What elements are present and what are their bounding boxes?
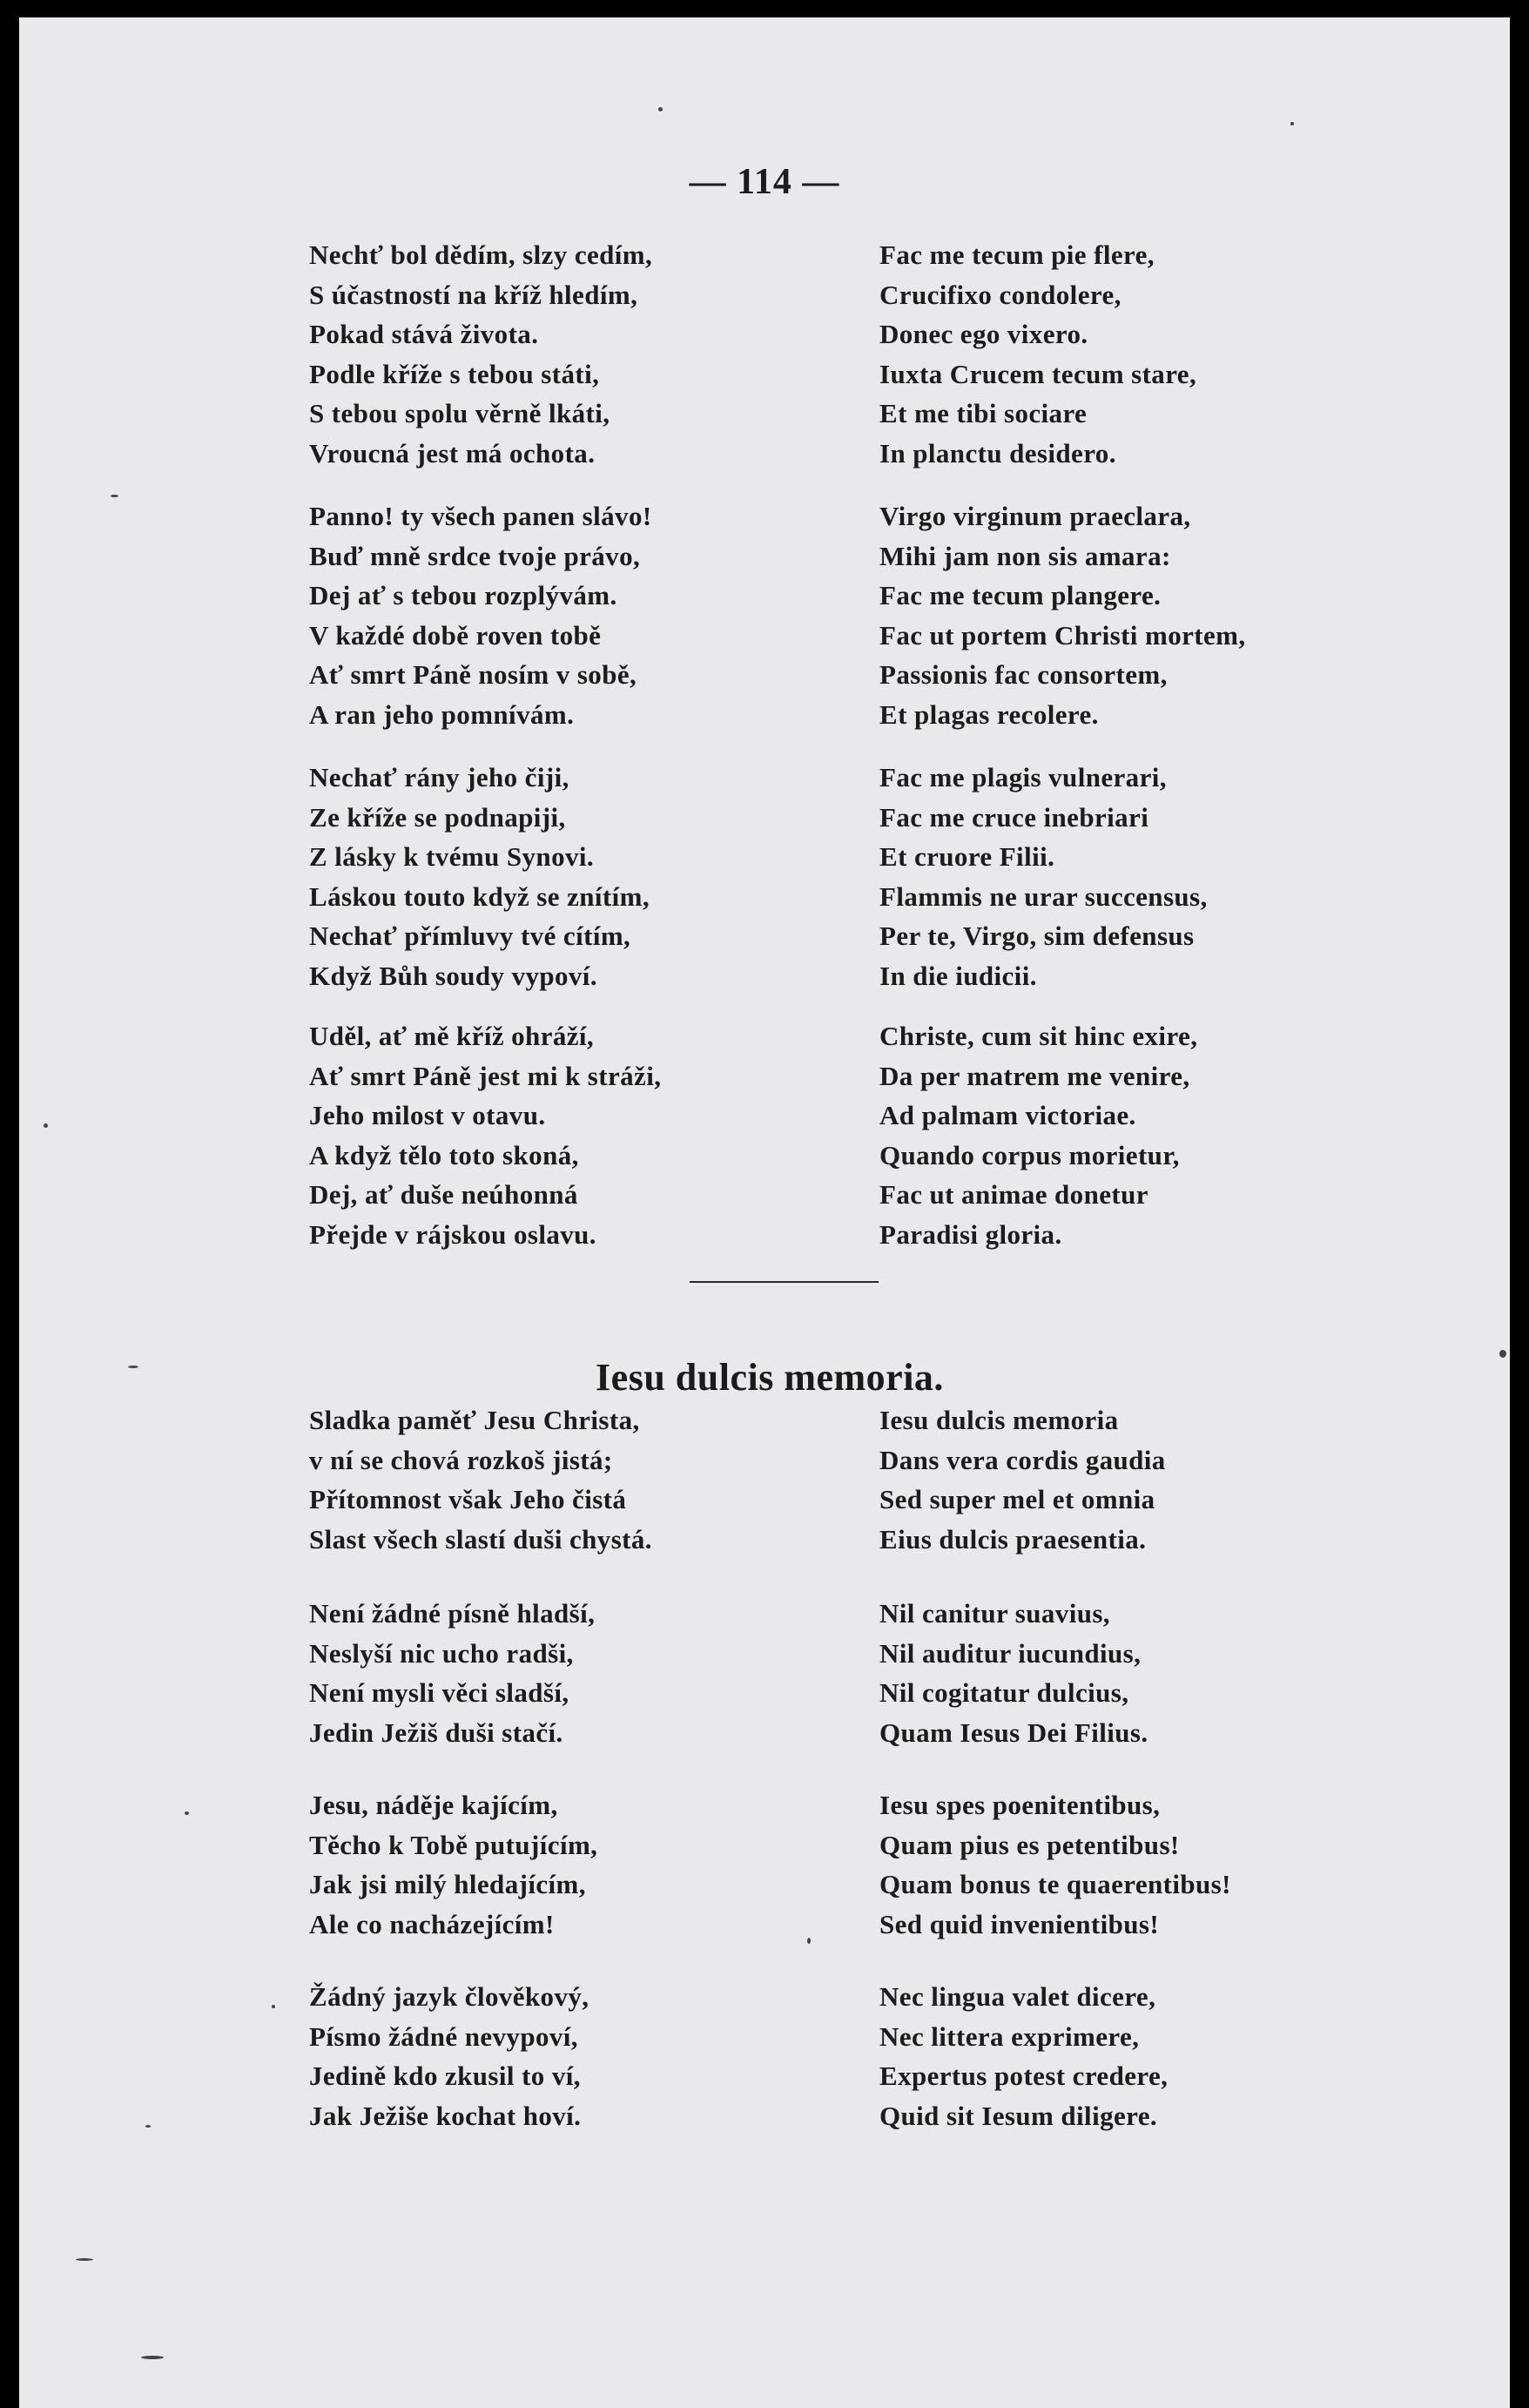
verse-line: Nechť bol dědím, slzy cedím,	[309, 239, 653, 270]
verse-line: Nil cogitatur dulcius,	[879, 1677, 1129, 1708]
page-number: — 114 —	[689, 162, 840, 202]
scan-speck	[111, 495, 118, 497]
verse-line: Passionis fac consortem,	[879, 659, 1168, 690]
verse-line: Iesu spes poenitentibus,	[879, 1790, 1161, 1820]
verse-line: Eius dulcis praesentia.	[879, 1523, 1147, 1555]
czech-stanza	[309, 1785, 597, 1944]
book-page	[19, 17, 1510, 2408]
scan-speck	[185, 1811, 189, 1815]
czech-stanza	[309, 1400, 652, 1559]
czech-stanza	[309, 758, 650, 995]
verse-line: Těcho k Tobě putujícím,	[309, 1829, 598, 1860]
verse-line: Quam pius es petentibus!	[879, 1829, 1180, 1860]
verse-line: S tebou spolu věrně lkáti,	[309, 398, 610, 428]
verse-line: Fac me plagis vulnerari,	[879, 762, 1167, 793]
verse-line: Přítomnost však Jeho čistá	[309, 1484, 627, 1514]
verse-line: Iuxta Crucem tecum stare,	[879, 358, 1197, 389]
verse-line: Neslyší nic ucho radši,	[309, 1637, 574, 1669]
verse-line: Sladka paměť Jesu Christa,	[309, 1405, 640, 1435]
verse-line: Nec lingua valet dicere,	[879, 1981, 1156, 2012]
verse-line: Crucifixo condolere,	[879, 279, 1121, 310]
scan-speck	[76, 2258, 93, 2261]
verse-line: Sed quid invenientibus!	[879, 1908, 1160, 1939]
verse-line: Christe, cum sit hinc exire,	[879, 1021, 1198, 1051]
verse-line: Jak Ježiše kochat hoví.	[309, 2100, 582, 2131]
verse-line: Donec ego vixero.	[879, 319, 1088, 349]
latin-stanza	[879, 1977, 1168, 2135]
verse-line: Nil auditur iucundius,	[879, 1637, 1142, 1669]
latin-stanza	[879, 1016, 1197, 1254]
verse-line: V každé době roven tobě	[309, 619, 602, 651]
verse-line: Jeho milost v otavu.	[309, 1100, 546, 1130]
czech-stanza	[309, 235, 652, 473]
verse-line: Dans vera cordis gaudia	[879, 1444, 1166, 1475]
verse-line: v ní se chová rozkoš jistá;	[309, 1444, 613, 1475]
verse-line: Nil canitur suavius,	[879, 1598, 1110, 1629]
verse-line: Nechať přímluvy tvé cítím,	[309, 921, 631, 951]
verse-line: Mihi jam non sis amara:	[879, 540, 1171, 571]
verse-line: Jesu, náděje kajícím,	[309, 1790, 558, 1820]
verse-line: Nechať rány jeho čiji,	[309, 762, 569, 793]
verse-line: Když Bůh soudy vypoví.	[309, 960, 597, 991]
verse-line: Dej ať s tebou rozplývám.	[309, 580, 617, 610]
verse-line: Da per matrem me venire,	[879, 1060, 1190, 1091]
verse-line: Quam Iesus Dei Filius.	[879, 1717, 1148, 1748]
scan-speck	[272, 2005, 275, 2008]
scan-speck	[44, 1123, 48, 1128]
verse-line: Virgo virginum praeclara,	[879, 501, 1191, 531]
verse-line: Není žádné písně hladší,	[309, 1598, 596, 1629]
verse-line: Písmo žádné nevypoví,	[309, 2020, 578, 2052]
verse-line: Per te, Virgo, sim defensus	[879, 921, 1195, 951]
verse-line: Sed super mel et omnia	[879, 1484, 1155, 1514]
verse-line: Žádný jazyk člověkový,	[309, 1981, 589, 2012]
verse-line: Et cruore Filii.	[879, 841, 1055, 872]
verse-line: Není mysli věci sladší,	[309, 1677, 569, 1708]
verse-line: Slast všech slastí duši chystá.	[309, 1523, 652, 1555]
czech-stanza	[309, 1977, 589, 2135]
scan-speck	[807, 1938, 811, 1944]
verse-line: Uděl, ať mě kříž ohráží,	[309, 1021, 595, 1051]
verse-line: A když tělo toto skoná,	[309, 1139, 579, 1170]
scan-speck	[1499, 1350, 1506, 1358]
latin-stanza	[879, 1400, 1166, 1559]
verse-line: Quam bonus te quaerentibus!	[879, 1869, 1231, 1899]
latin-stanza	[879, 1594, 1148, 1752]
scan-speck	[658, 107, 663, 111]
verse-line: Iesu dulcis memoria	[879, 1405, 1119, 1435]
section-divider	[690, 1281, 879, 1283]
verse-line: Flammis ne urar succensus,	[879, 880, 1208, 912]
latin-stanza	[879, 496, 1246, 734]
verse-line: Fac me tecum plangere.	[879, 580, 1162, 610]
hymn-title: Iesu dulcis memoria.	[596, 1356, 944, 1399]
verse-line: Paradisi gloria.	[879, 1218, 1062, 1250]
verse-line: S účastností na kříž hledím,	[309, 279, 638, 310]
verse-line: Ad palmam victoriae.	[879, 1100, 1136, 1130]
verse-line: Fac ut portem Christi mortem,	[879, 619, 1246, 651]
verse-line: Ze kříže se podnapiji,	[309, 801, 566, 833]
verse-line: Dej, ať duše neúhonná	[309, 1179, 578, 1210]
scan-speck	[128, 1366, 138, 1368]
verse-line: Et me tibi sociare	[879, 398, 1088, 428]
verse-line: Jak jsi milý hledajícím,	[309, 1869, 586, 1899]
verse-line: Fac ut animae donetur	[879, 1179, 1148, 1210]
czech-stanza	[309, 1594, 595, 1752]
verse-line: Jedině kdo zkusil to ví,	[309, 2061, 581, 2091]
verse-line: Jedin Ježiš duši stačí.	[309, 1717, 563, 1748]
verse-line: Fac me cruce inebriari	[879, 801, 1149, 833]
verse-line: Nec littera exprimere,	[879, 2020, 1140, 2052]
verse-line: Přejde v rájskou oslavu.	[309, 1218, 596, 1250]
verse-line: Podle kříže s tebou státi,	[309, 358, 600, 389]
verse-line: Quid sit Iesum diligere.	[879, 2100, 1158, 2131]
latin-stanza	[879, 758, 1208, 995]
verse-line: In die iudicii.	[879, 960, 1037, 991]
verse-line: Buď mně srdce tvoje právo,	[309, 540, 641, 571]
verse-line: Ale co nacházejícím!	[309, 1908, 555, 1939]
czech-stanza	[309, 1016, 661, 1254]
verse-line: Ať smrt Páně jest mi k stráži,	[309, 1060, 662, 1091]
verse-line: Vroucná jest má ochota.	[309, 437, 596, 469]
verse-line: Pokad stává života.	[309, 319, 539, 349]
verse-line: Quando corpus morietur,	[879, 1139, 1180, 1170]
verse-line: Fac me tecum pie flere,	[879, 239, 1155, 270]
verse-line: A ran jeho pomnívám.	[309, 698, 575, 730]
verse-line: Z lásky k tvému Synovi.	[309, 841, 595, 872]
verse-line: In planctu desidero.	[879, 437, 1116, 469]
latin-stanza	[879, 1785, 1231, 1944]
verse-line: Panno! ty všech panen slávo!	[309, 501, 652, 531]
verse-line: Láskou touto když se znítím,	[309, 880, 650, 912]
scan-speck	[1290, 122, 1294, 125]
czech-stanza	[309, 496, 652, 734]
latin-stanza	[879, 235, 1196, 473]
scan-speck	[141, 2356, 164, 2359]
scan-speck	[145, 2125, 151, 2128]
verse-line: Expertus potest credere,	[879, 2061, 1169, 2091]
verse-line: Et plagas recolere.	[879, 698, 1099, 730]
verse-line: Ať smrt Páně nosím v sobě,	[309, 659, 637, 690]
